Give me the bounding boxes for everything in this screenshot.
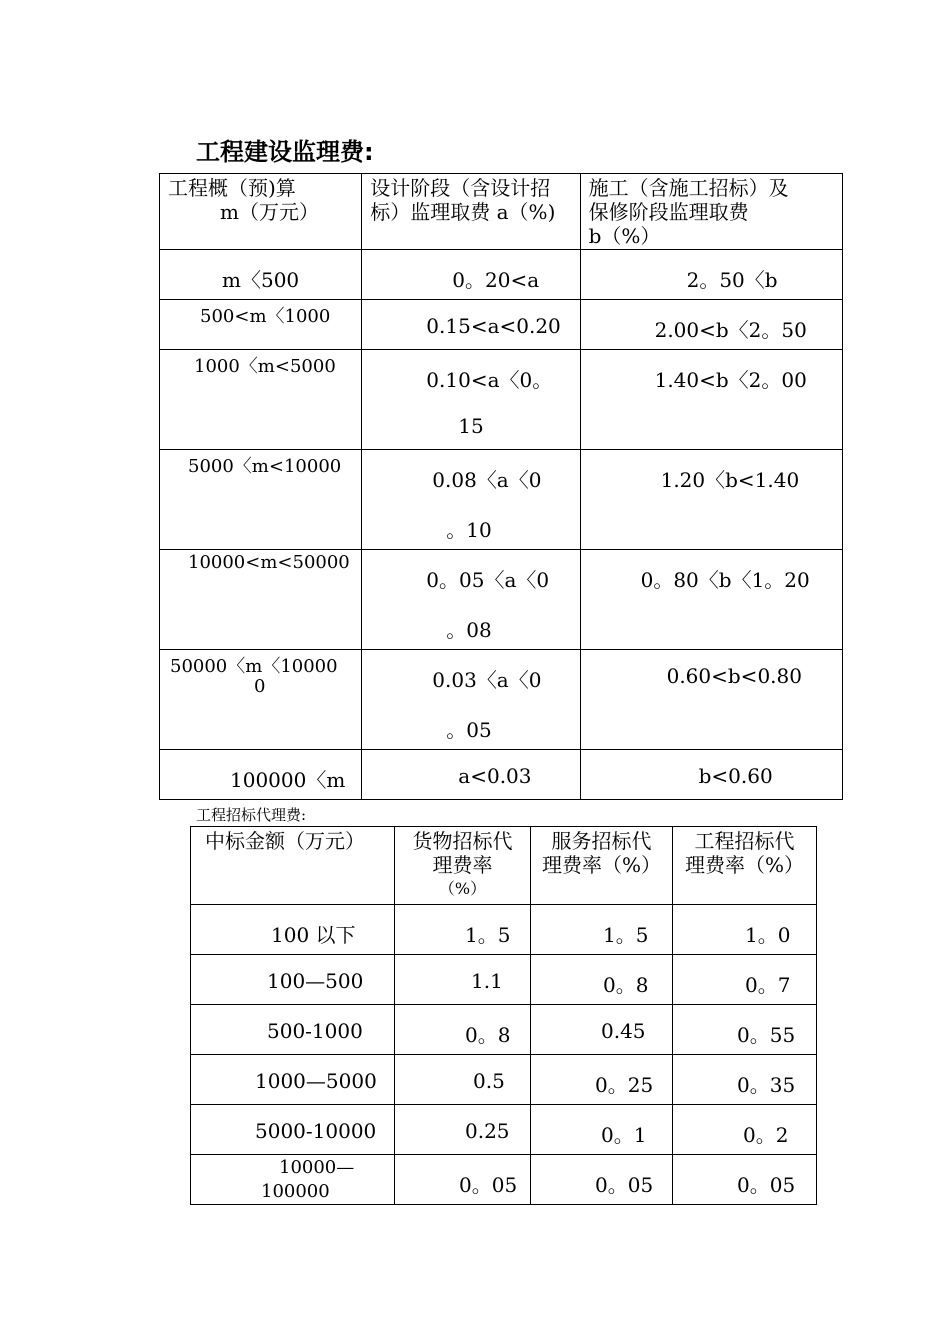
construction-rate-cell: 1.40<b〈2。00 [654,368,807,392]
design-rate-cell: 0。05〈a〈0 [426,568,550,592]
header-construction-line1: 施工（含施工招标）及 [588,176,789,200]
goods-rate-cell: 1。5 [465,923,511,947]
project-rate-cell: 1。0 [745,923,791,947]
construction-rate-cell: 0。80〈b〈1。20 [640,568,810,592]
project-rate-cell: 0。35 [737,1073,796,1097]
table-row [160,300,843,350]
design-rate-cell: 0.15<a<0.20 [426,314,561,338]
goods-rate-cell: 0。05 [459,1173,518,1197]
design-rate-cell: 0.10<a〈0。 [426,368,553,392]
header-project-line2: 理费率（%） [684,853,804,877]
project-rate-cell: 0。2 [743,1123,789,1147]
service-rate-cell: 1。5 [603,923,649,947]
table-row [191,1155,817,1205]
design-rate-cell: 0。20<a [452,268,540,292]
construction-rate-cell: 2。50〈b [686,268,778,292]
design-rate-cell-cont: 。05 [446,718,492,742]
table-header-row [160,174,843,250]
design-rate-cell: a<0.03 [458,764,532,788]
header-construction-fee [580,174,842,250]
amount-cell: 10000— [279,1157,355,1178]
design-rate-cell-cont: 。08 [446,618,492,642]
supervision-fee-table [159,173,843,800]
service-rate-cell: 0。8 [603,973,649,997]
header-amount: 中标金额（万元） [191,827,395,905]
amount-cell-cont: 100000 [261,1181,330,1202]
table-row [191,905,817,955]
range-cell: 5000〈m<10000 [188,456,342,477]
goods-rate-cell: 0.25 [465,1119,510,1143]
range-cell: 100000〈m [230,768,346,792]
service-rate-cell: 0。25 [595,1073,654,1097]
construction-rate-cell: 1.20〈b<1.40 [660,468,800,492]
amount-cell: 100—500 [267,969,364,993]
header-estimate [160,174,362,250]
table-row [191,1055,817,1105]
service-rate-cell: 0。1 [601,1123,647,1147]
table-header-row [191,827,817,905]
table-row [160,450,843,550]
header-goods-line2: 理费率 [432,853,493,877]
goods-rate-cell: 0.5 [473,1069,505,1093]
table-row [191,1005,817,1055]
agency-fee-title: 工程招标代理费: [196,806,307,824]
project-rate-cell: 0。05 [737,1173,796,1197]
construction-rate-cell: 2.00<b〈2。50 [654,318,807,342]
table-row [160,250,843,300]
header-goods-line1: 货物招标代 [412,829,513,853]
amount-cell: 500-1000 [267,1019,363,1043]
goods-rate-cell: 0。8 [465,1023,511,1047]
header-project-rate [673,827,817,905]
service-rate-cell: 0.45 [601,1019,646,1043]
project-rate-cell: 0。55 [737,1023,796,1047]
table-row [160,550,843,650]
header-service-rate [531,827,673,905]
amount-cell: 1000—5000 [255,1069,377,1093]
header-service-line2: 理费率（%） [541,853,661,877]
design-rate-cell: 0.08〈a〈0 [432,468,542,492]
range-cell: m〈500 [222,268,300,292]
range-cell: 1000〈m<5000 [194,356,336,377]
table-row [191,955,817,1005]
construction-rate-cell: 0.60<b<0.80 [666,664,802,688]
goods-rate-cell: 1.1 [471,969,503,993]
design-rate-cell-cont: 。10 [446,518,492,542]
table-row [160,350,843,450]
table-row [160,750,843,800]
design-rate-cell-cont: 15 [458,414,484,438]
header-construction-line2: 保修阶段监理取费 [588,200,749,224]
agency-fee-table [190,826,817,1205]
amount-cell: 5000-10000 [255,1119,377,1143]
amount-cell: 100 以下 [271,923,356,947]
construction-rate-cell: b<0.60 [698,764,773,788]
design-rate-cell: 0.03〈a〈0 [432,668,542,692]
header-estimate-line2: m（万元） [220,200,319,224]
table-row [191,1105,817,1155]
range-cell-cont: 0 [254,676,266,697]
project-rate-cell: 0。7 [745,973,791,997]
header-service-line1: 服务招标代 [551,829,652,853]
supervision-fee-title: 工程建设监理费: [196,138,374,166]
header-goods-rate [395,827,531,905]
service-rate-cell: 0。05 [595,1173,654,1197]
header-design-fee: 设计阶段（含设计招标）监理取费 a（%) [362,174,580,250]
range-cell: 10000<m<50000 [188,552,350,573]
header-estimate-line1: 工程概（预)算 [168,176,296,200]
header-construction-line3: b（%） [588,224,661,248]
table-row [160,650,843,750]
header-project-line1: 工程招标代 [694,829,795,853]
range-cell: 50000〈m〈10000 [170,656,338,677]
header-goods-line3: （%） [438,879,487,898]
range-cell: 500<m〈1000 [200,306,331,327]
